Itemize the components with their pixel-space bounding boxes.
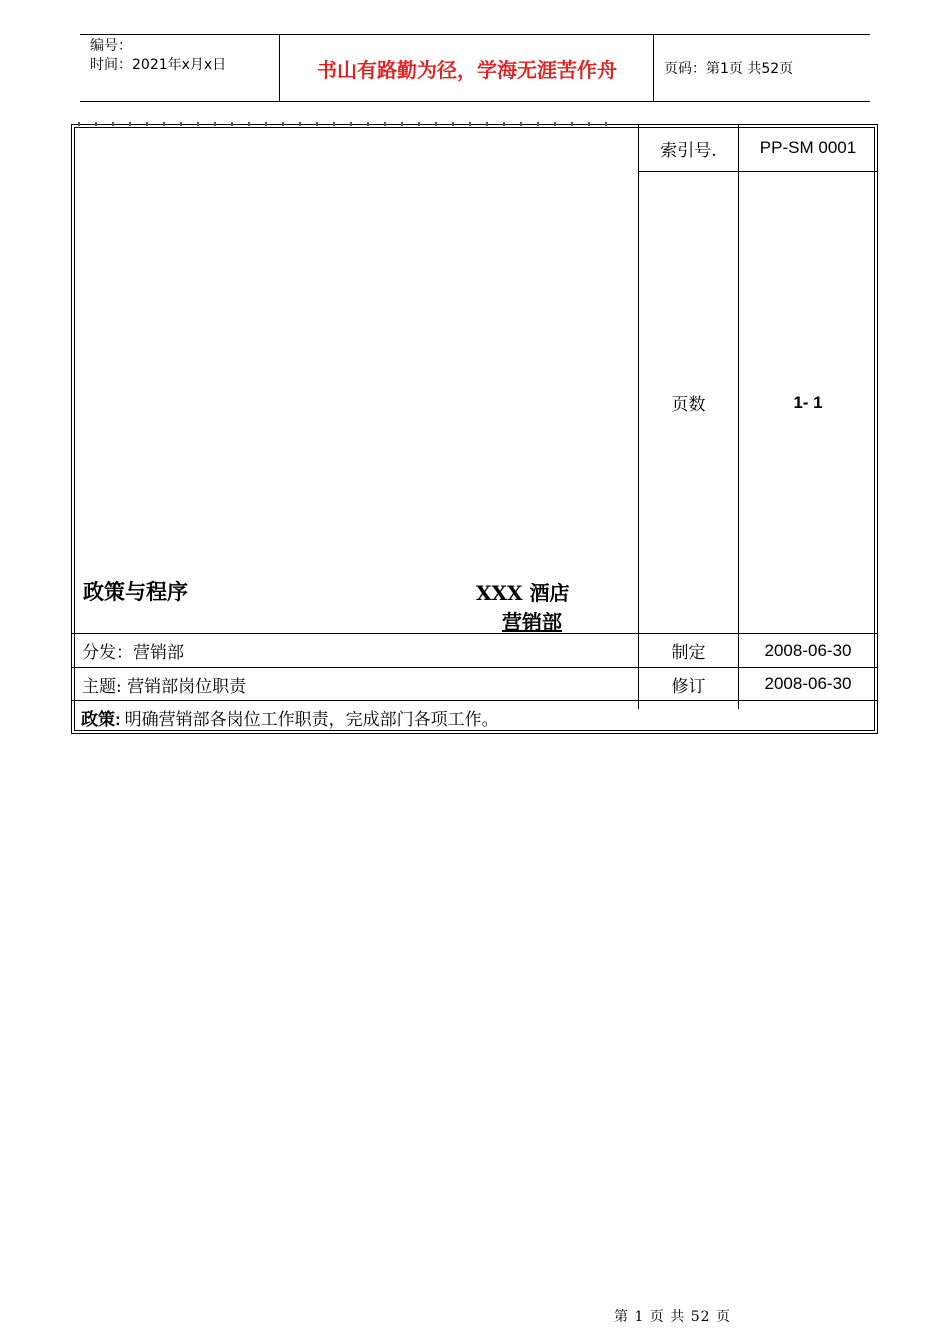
page-header: [80, 34, 870, 102]
time-label: 时间：2021年x月x日: [90, 57, 227, 73]
revised-date: 2008-06-30: [764, 674, 852, 693]
policy-text: 明确营销部各岗位工作职责，完成部门各项工作。: [124, 710, 499, 730]
hotel-name: XXX 酒店: [476, 580, 570, 605]
policy-form: [71, 124, 878, 734]
department-title: 营销部: [502, 609, 562, 634]
header-page-info: 页码：第1页 共52页: [664, 61, 794, 77]
pages-value: 1- 1: [793, 392, 823, 412]
subject: 主题: 营销部岗位职责: [82, 676, 247, 697]
policy-row: [81, 701, 499, 734]
policy-label: 政策:: [81, 710, 121, 729]
number-label: 编号：: [90, 38, 132, 54]
established-date: 2008-06-30: [764, 640, 852, 660]
index-value: PP-SM 0001: [759, 138, 857, 157]
pages-label: 页数: [671, 395, 706, 415]
header-meta: [80, 35, 280, 101]
page-footer: 第 1 页 共 52 页: [614, 1309, 731, 1325]
established-label: 制定: [671, 643, 706, 663]
header-motto: 书山有路勤为径，学海无涯苦作舟: [281, 35, 654, 101]
revised-label: 修订: [671, 676, 706, 697]
distribution: 分发：营销部: [82, 643, 184, 663]
dotted-border: [78, 122, 618, 126]
doc-type-title: 政策与程序: [83, 579, 188, 604]
index-label: 索引号.: [660, 140, 717, 161]
